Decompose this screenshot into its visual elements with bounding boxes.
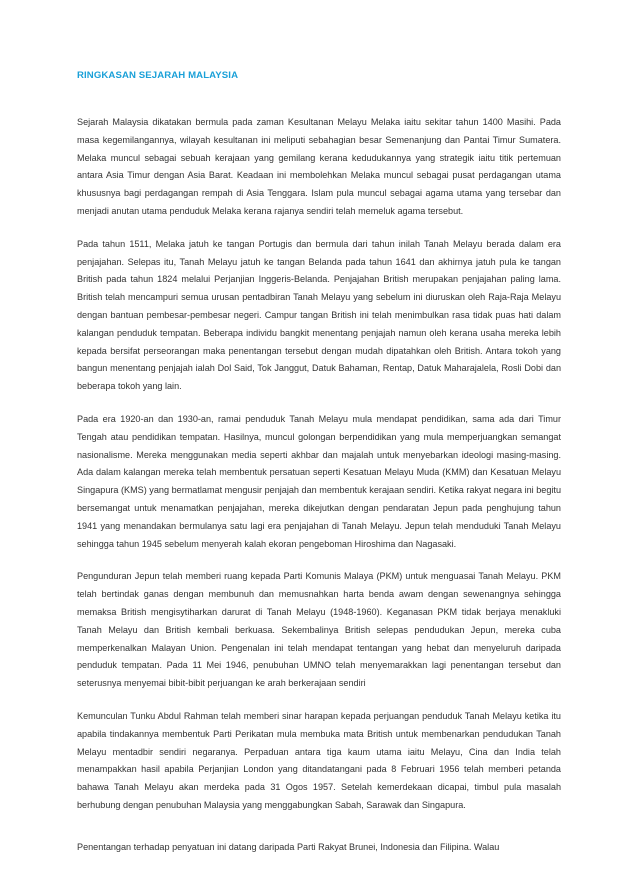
paragraph-2: Pada tahun 1511, Melaka jatuh ke tangan Portugis dan bermula dari tahun inilah Tanah Melayu berada dalam era penjajahan. Selepas itu, Tanah Melayu jatuh ke tangan Belanda pada tahun 1641 dan akhirnya jatuh pula ke tangan British pada tahun 1824 melalui Perjanjian Inggeris-Belanda. Penjajahan British merupakan penjajahan paling lama. British telah mencampuri semua urusan pentadbiran Tanah Melayu yang sebelum ini diuruskan oleh Raja-Raja Melayu dengan bantuan pembesar-pembesar negeri. Campur tangan British ini telah menimbulkan rasa tidak puas hati dalam kalangan penduduk tempatan. Beberapa individu bangkit menentang penjajah namun oleh kerana usaha mereka lebih kepada bersifat perseorangan maka penentangan tersebut dengan mudah dipatahkan oleh British. Antara tokoh yang bangun menentang penjajah ialah Dol Said, Tok Janggut, Datuk Bahaman, Rentap, Datuk Maharajalela, Rosli Dobi dan beberapa tokoh yang lain. [77, 238, 561, 392]
paragraph-3: Pada era 1920-an dan 1930-an, ramai penduduk Tanah Melayu mula mendapat pendidikan, sama ada dari Timur Tengah atau pendidikan tempatan. Hasilnya, muncul golongan berpendidikan yang mula memperjuangkan semangat nasionalisme. Mereka menggunakan media seperti akhbar dan majalah untuk menyebarkan ideologi masing-masing. Ada dalam kalangan mereka telah membentuk persatuan seperti Kesatuan Melayu Muda (KMM) dan Kesatuan Melayu Singapura (KMS) yang bermatlamat mengusir penjajah dan membentuk kerajaan sendiri. Ketika rakyat negara ini begitu bersemangat untuk menamatkan penjajahan, mereka dikejutkan dengan pendaratan Jepun pada penghujung tahun 1941 yang menandakan bermulanya satu lagi era penjajahan di Tanah Melayu. Jepun telah menduduki Tanah Melayu sehingga tahun 1945 sebelum menyerah kalah ekoran pengeboman Hiroshima dan Nagasaki. [77, 413, 561, 549]
paragraph-4: Pengunduran Jepun telah memberi ruang kepada Parti Komunis Malaya (PKM) untuk menguasai Tanah Melayu. PKM telah bertindak ganas dengan membunuh dan memusnahkan harta benda awam dengan sewenangnya sehingga memaksa British mengisytiharkan darurat di Tanah Melayu (1948-1960). Keganasan PKM tidak berjaya menakluki Tanah Melayu dan British kembali berkuasa. Sekembalinya British selepas pendudukan Jepun, mereka cuba memperkenalkan Malayan Union. Pengenalan ini telah mendapat tentangan yang hebat dan menyeluruh daripada penduduk tempatan. Pada 11 Mei 1946, penubuhan UMNO telah menyemarakkan lagi penentangan tersebut dan seterusnya menyemai bibit-bibit perjuangan ke arah berkerajaan sendiri [77, 571, 561, 689]
paragraph-1: Sejarah Malaysia dikatakan bermula pada zaman Kesultanan Melayu Melaka iaitu sekitar tahun 1400 Masihi. Pada masa kegemilangannya, wilayah kesultanan ini meliputi sebahagian besar Semenanjung dan Pantai Timur Sumatera. Melaka muncul sebagai sebuah kerajaan yang gemilang kerana kedudukannya yang strategik iaitu titik pertemuan antara Asia Timur dengan Asia Barat. Keadaan ini membolehkan Melaka muncul sebagai pusat perdagangan utama khususnya bagi perdagangan rempah di Asia Tenggara. Islam pula muncul sebagai agama utama yang tersebar dan menjadi anutan utama penduduk Melaka kerana rajanya sendiri telah memeluk agama tersebut. [77, 117, 561, 216]
paragraph-5: Kemunculan Tunku Abdul Rahman telah memberi sinar harapan kepada perjuangan penduduk Tanah Melayu ketika itu apabila tindakannya membentuk Parti Perikatan mula membuka mata British untuk membenarkan pendudukan Tanah Melayu mentadbir sendiri negaranya. Perpaduan antara tiga kaum utama iaitu Melayu, Cina dan India telah menampakkan hasil apabila Perjanjian London yang ditandatangani pada 8 Februari 1956 telah memberi petanda bahawa Tanah Melayu akan merdeka pada 31 Ogos 1957. Setelah kemerdekaan dicapai, timbul pula masalah berhubung dengan penubuhan Malaysia yang menggabungkan Sabah, Sarawak dan Singapura. [77, 710, 561, 810]
document-title: RINGKASAN SEJARAH MALAYSIA [77, 70, 239, 81]
document-body [77, 114, 561, 871]
paragraph-6: Penentangan terhadap penyatuan ini datang daripada Parti Rakyat Brunei, Indonesia dan Filipina. Walau [77, 841, 500, 852]
